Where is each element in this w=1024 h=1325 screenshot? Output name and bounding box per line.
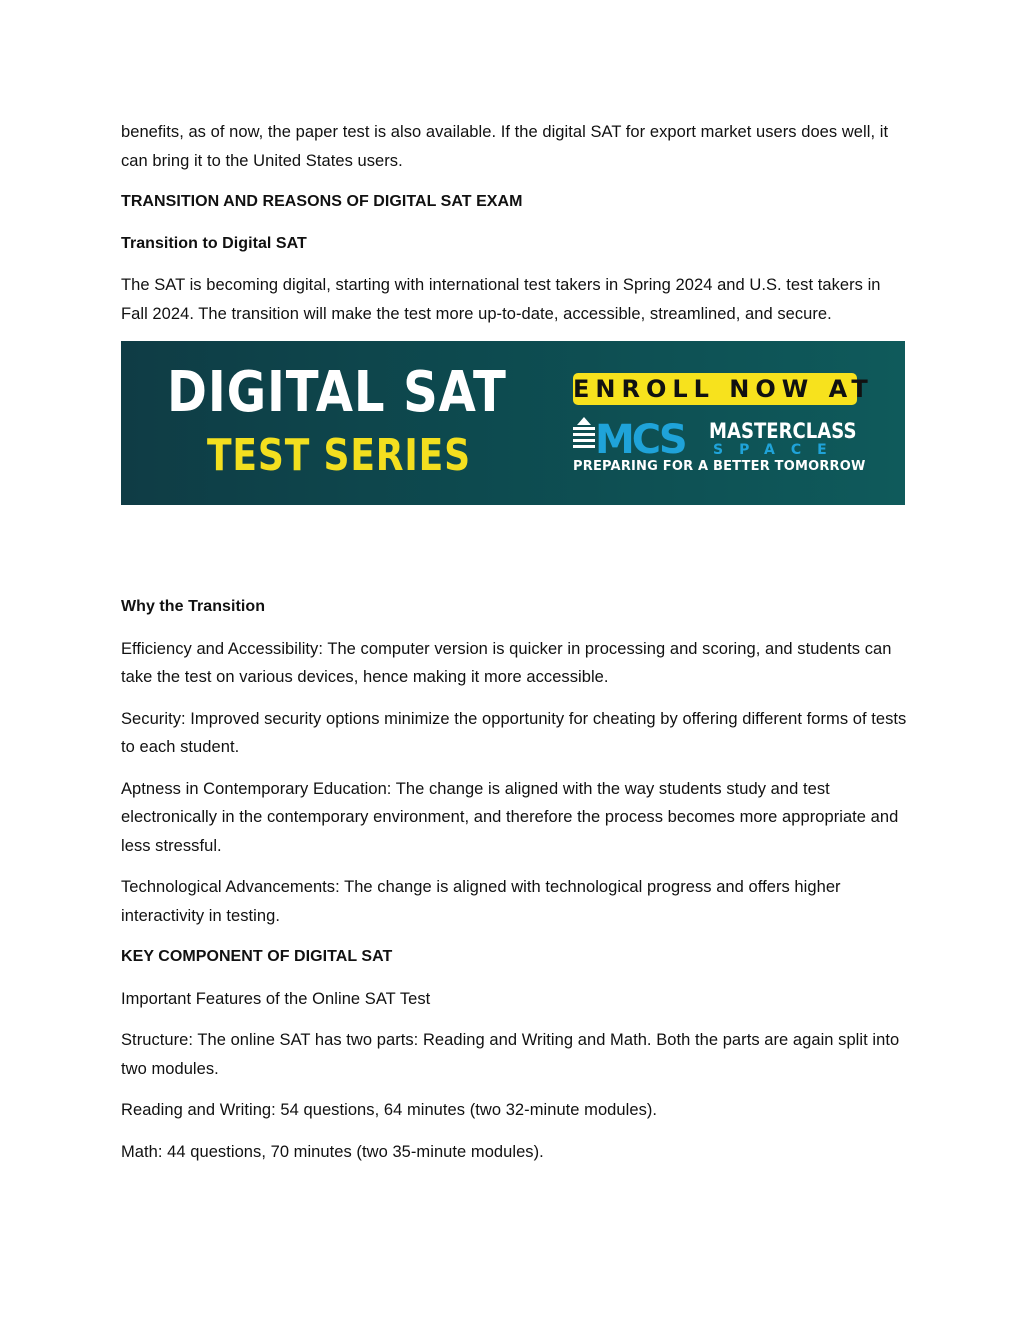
- paragraph-reading-writing: Reading and Writing: 54 questions, 64 minutes (two 32-minute modules).: [121, 1101, 658, 1119]
- section-heading-key-component: KEY COMPONENT OF DIGITAL SAT: [121, 948, 393, 965]
- paragraph-security: Security: Improved security options minimize the opportunity for cheating by offering different forms of tests to each student.: [121, 709, 907, 756]
- logo-space-text: SPACE: [713, 442, 843, 458]
- paragraph-intro: benefits, as of now, the paper test is also available. If the digital SAT for export market users does well, it can bring it to the United States users.: [121, 123, 889, 170]
- paragraph-transition: The SAT is becoming digital, starting with international test takers in Spring 2024 and U.S. test takers in Fall 2024. The transition will make the test more up-to-date, accessible, streamlined, and secure.: [121, 276, 881, 323]
- enroll-now-badge: ENROLL NOW AT: [573, 375, 874, 403]
- paragraph-features: Important Features of the Online SAT Test: [121, 989, 431, 1008]
- paragraph-technological: Technological Advancements: The change is aligned with technological progress and offers higher interactivity in testing.: [121, 878, 841, 925]
- section-heading-transition: TRANSITION AND REASONS OF DIGITAL SAT EXAM: [121, 193, 523, 210]
- paragraph-math: Math: 44 questions, 70 minutes (two 35-minute modules).: [121, 1142, 544, 1161]
- paragraph-structure: Structure: The online SAT has two parts: Reading and Writing and Math. Both the parts are again split into two modules.: [121, 1031, 900, 1078]
- banner-title: DIGITAL SAT: [167, 360, 507, 425]
- banner-subtitle: TEST SERIES: [207, 430, 471, 481]
- document-page: [121, 118, 911, 1179]
- paragraph-efficiency: Efficiency and Accessibility: The computer version is quicker in processing and scoring, and students can take the test on various devices, hence making it more accessible.: [121, 639, 892, 686]
- logo-name-text: MASTERCLASS: [709, 419, 857, 443]
- paragraph-aptness: Aptness in Contemporary Education: The change is aligned with the way students study and test electronically in the contemporary environment, and therefore the process becomes more appropriate and less stressful.: [121, 779, 899, 855]
- digital-sat-banner[interactable]: [121, 341, 905, 505]
- subheading-transition: Transition to Digital SAT: [121, 234, 307, 252]
- masterclass-space-logo: [573, 415, 866, 475]
- svg-text:MCS: MCS: [595, 417, 685, 463]
- logo-tagline: PREPARING FOR A BETTER TOMORROW: [573, 459, 866, 474]
- subheading-why-transition: Why the Transition: [121, 598, 266, 615]
